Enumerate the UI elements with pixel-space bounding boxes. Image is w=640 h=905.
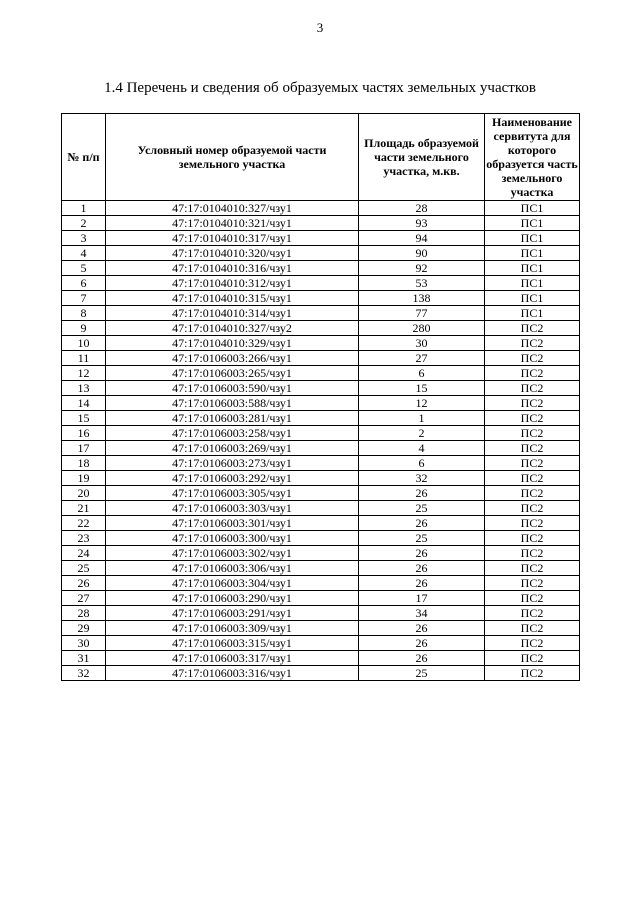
cell-index: 4 (62, 246, 106, 261)
cell-index: 11 (62, 351, 106, 366)
cell-area: 280 (359, 321, 485, 336)
cell-index: 15 (62, 411, 106, 426)
cell-cadastral-number: 47:17:0104010:316/чзу1 (106, 261, 359, 276)
cell-index: 12 (62, 366, 106, 381)
table-row (62, 591, 580, 606)
cell-area: 25 (359, 501, 485, 516)
cell-servitude: ПС2 (485, 591, 580, 606)
table-row (62, 576, 580, 591)
cell-servitude: ПС2 (485, 441, 580, 456)
cell-index: 16 (62, 426, 106, 441)
header-row (62, 114, 580, 201)
cell-servitude: ПС1 (485, 261, 580, 276)
table-row (62, 456, 580, 471)
page-title: 1.4 Перечень и сведения об образуемых частях земельных участков (104, 80, 536, 96)
cell-cadastral-number: 47:17:0104010:314/чзу1 (106, 306, 359, 321)
cell-servitude: ПС2 (485, 351, 580, 366)
cell-area: 28 (359, 201, 485, 216)
cell-servitude: ПС1 (485, 276, 580, 291)
cell-area: 138 (359, 291, 485, 306)
cell-servitude: ПС2 (485, 411, 580, 426)
cell-servitude: ПС1 (485, 201, 580, 216)
table-body (62, 201, 580, 681)
cell-area: 1 (359, 411, 485, 426)
land-parts-table (61, 113, 580, 681)
cell-servitude: ПС2 (485, 366, 580, 381)
cell-cadastral-number: 47:17:0104010:327/чзу2 (106, 321, 359, 336)
cell-servitude: ПС2 (485, 516, 580, 531)
cell-index: 23 (62, 531, 106, 546)
cell-servitude: ПС1 (485, 291, 580, 306)
cell-index: 1 (62, 201, 106, 216)
cell-servitude: ПС2 (485, 531, 580, 546)
header-area: Площадь образуемой части земельного участка, м.кв. (359, 114, 485, 201)
cell-servitude: ПС2 (485, 381, 580, 396)
cell-servitude: ПС1 (485, 306, 580, 321)
table-row (62, 321, 580, 336)
cell-area: 4 (359, 441, 485, 456)
table-row (62, 546, 580, 561)
cell-index: 18 (62, 456, 106, 471)
cell-index: 22 (62, 516, 106, 531)
cell-area: 26 (359, 621, 485, 636)
cell-cadastral-number: 47:17:0106003:291/чзу1 (106, 606, 359, 621)
table-row (62, 636, 580, 651)
cell-servitude: ПС2 (485, 471, 580, 486)
cell-area: 25 (359, 666, 485, 681)
cell-index: 26 (62, 576, 106, 591)
cell-cadastral-number: 47:17:0104010:320/чзу1 (106, 246, 359, 261)
cell-servitude: ПС2 (485, 621, 580, 636)
cell-area: 6 (359, 456, 485, 471)
cell-area: 26 (359, 576, 485, 591)
cell-area: 34 (359, 606, 485, 621)
cell-index: 20 (62, 486, 106, 501)
cell-cadastral-number: 47:17:0106003:316/чзу1 (106, 666, 359, 681)
table-row (62, 366, 580, 381)
cell-index: 6 (62, 276, 106, 291)
cell-index: 24 (62, 546, 106, 561)
cell-servitude: ПС2 (485, 321, 580, 336)
table-row (62, 621, 580, 636)
cell-area: 26 (359, 561, 485, 576)
cell-area: 27 (359, 351, 485, 366)
table-row (62, 561, 580, 576)
cell-area: 92 (359, 261, 485, 276)
table-row (62, 531, 580, 546)
cell-area: 2 (359, 426, 485, 441)
table-row (62, 501, 580, 516)
cell-cadastral-number: 47:17:0106003:290/чзу1 (106, 591, 359, 606)
cell-cadastral-number: 47:17:0106003:590/чзу1 (106, 381, 359, 396)
cell-servitude: ПС2 (485, 666, 580, 681)
cell-cadastral-number: 47:17:0106003:317/чзу1 (106, 651, 359, 666)
cell-index: 17 (62, 441, 106, 456)
table-header (62, 114, 580, 201)
cell-cadastral-number: 47:17:0104010:329/чзу1 (106, 336, 359, 351)
cell-area: 26 (359, 651, 485, 666)
cell-cadastral-number: 47:17:0106003:265/чзу1 (106, 366, 359, 381)
cell-index: 28 (62, 606, 106, 621)
cell-cadastral-number: 47:17:0104010:327/чзу1 (106, 201, 359, 216)
table-row (62, 426, 580, 441)
cell-index: 3 (62, 231, 106, 246)
table-row (62, 411, 580, 426)
header-index: № п/п (62, 114, 106, 201)
cell-area: 30 (359, 336, 485, 351)
cell-area: 26 (359, 516, 485, 531)
table-row (62, 471, 580, 486)
cell-servitude: ПС1 (485, 246, 580, 261)
cell-cadastral-number: 47:17:0106003:258/чзу1 (106, 426, 359, 441)
cell-servitude: ПС1 (485, 231, 580, 246)
cell-area: 12 (359, 396, 485, 411)
table-row (62, 261, 580, 276)
cell-index: 19 (62, 471, 106, 486)
cell-area: 15 (359, 381, 485, 396)
cell-cadastral-number: 47:17:0106003:292/чзу1 (106, 471, 359, 486)
cell-cadastral-number: 47:17:0106003:305/чзу1 (106, 486, 359, 501)
cell-servitude: ПС2 (485, 546, 580, 561)
cell-cadastral-number: 47:17:0106003:588/чзу1 (106, 396, 359, 411)
cell-cadastral-number: 47:17:0106003:303/чзу1 (106, 501, 359, 516)
table-row (62, 276, 580, 291)
cell-index: 21 (62, 501, 106, 516)
cell-servitude: ПС2 (485, 636, 580, 651)
cell-area: 26 (359, 486, 485, 501)
page-number: 3 (316, 20, 324, 35)
table-row (62, 486, 580, 501)
cell-cadastral-number: 47:17:0106003:309/чзу1 (106, 621, 359, 636)
cell-index: 31 (62, 651, 106, 666)
cell-cadastral-number: 47:17:0106003:266/чзу1 (106, 351, 359, 366)
table-row (62, 246, 580, 261)
cell-servitude: ПС2 (485, 576, 580, 591)
cell-area: 94 (359, 231, 485, 246)
cell-area: 25 (359, 531, 485, 546)
table-row (62, 336, 580, 351)
cell-servitude: ПС2 (485, 396, 580, 411)
cell-servitude: ПС2 (485, 501, 580, 516)
cell-index: 14 (62, 396, 106, 411)
table-row (62, 516, 580, 531)
table-row (62, 606, 580, 621)
table-row (62, 441, 580, 456)
cell-cadastral-number: 47:17:0104010:315/чзу1 (106, 291, 359, 306)
header-cadastral-number: Условный номер образуемой части земельного участка (106, 114, 359, 201)
cell-index: 27 (62, 591, 106, 606)
cell-cadastral-number: 47:17:0106003:269/чзу1 (106, 441, 359, 456)
cell-area: 77 (359, 306, 485, 321)
cell-cadastral-number: 47:17:0104010:317/чзу1 (106, 231, 359, 246)
cell-area: 53 (359, 276, 485, 291)
table-row (62, 291, 580, 306)
table-row (62, 381, 580, 396)
cell-cadastral-number: 47:17:0106003:300/чзу1 (106, 531, 359, 546)
cell-servitude: ПС2 (485, 606, 580, 621)
cell-cadastral-number: 47:17:0106003:306/чзу1 (106, 561, 359, 576)
table-row (62, 351, 580, 366)
cell-index: 10 (62, 336, 106, 351)
cell-cadastral-number: 47:17:0106003:273/чзу1 (106, 456, 359, 471)
cell-cadastral-number: 47:17:0106003:304/чзу1 (106, 576, 359, 591)
cell-area: 93 (359, 216, 485, 231)
header-servitude: Наименование сервитута для которого образуется часть земельного участка (486, 115, 578, 199)
cell-cadastral-number: 47:17:0106003:315/чзу1 (106, 636, 359, 651)
table-row (62, 396, 580, 411)
table-row (62, 231, 580, 246)
table-row (62, 216, 580, 231)
cell-index: 9 (62, 321, 106, 336)
cell-area: 26 (359, 546, 485, 561)
cell-servitude: ПС1 (485, 216, 580, 231)
cell-area: 26 (359, 636, 485, 651)
table-row (62, 201, 580, 216)
cell-index: 5 (62, 261, 106, 276)
cell-cadastral-number: 47:17:0106003:302/чзу1 (106, 546, 359, 561)
cell-index: 8 (62, 306, 106, 321)
cell-index: 32 (62, 666, 106, 681)
cell-servitude: ПС2 (485, 426, 580, 441)
cell-servitude: ПС2 (485, 651, 580, 666)
table-row (62, 651, 580, 666)
cell-cadastral-number: 47:17:0104010:321/чзу1 (106, 216, 359, 231)
cell-servitude: ПС2 (485, 561, 580, 576)
table-row (62, 666, 580, 681)
cell-servitude: ПС2 (485, 336, 580, 351)
cell-index: 30 (62, 636, 106, 651)
cell-cadastral-number: 47:17:0106003:301/чзу1 (106, 516, 359, 531)
table-row (62, 306, 580, 321)
cell-index: 13 (62, 381, 106, 396)
cell-cadastral-number: 47:17:0104010:312/чзу1 (106, 276, 359, 291)
cell-area: 6 (359, 366, 485, 381)
cell-index: 2 (62, 216, 106, 231)
cell-cadastral-number: 47:17:0106003:281/чзу1 (106, 411, 359, 426)
cell-area: 32 (359, 471, 485, 486)
cell-servitude: ПС2 (485, 456, 580, 471)
cell-area: 90 (359, 246, 485, 261)
cell-index: 25 (62, 561, 106, 576)
cell-index: 7 (62, 291, 106, 306)
cell-area: 17 (359, 591, 485, 606)
cell-servitude: ПС2 (485, 486, 580, 501)
cell-index: 29 (62, 621, 106, 636)
